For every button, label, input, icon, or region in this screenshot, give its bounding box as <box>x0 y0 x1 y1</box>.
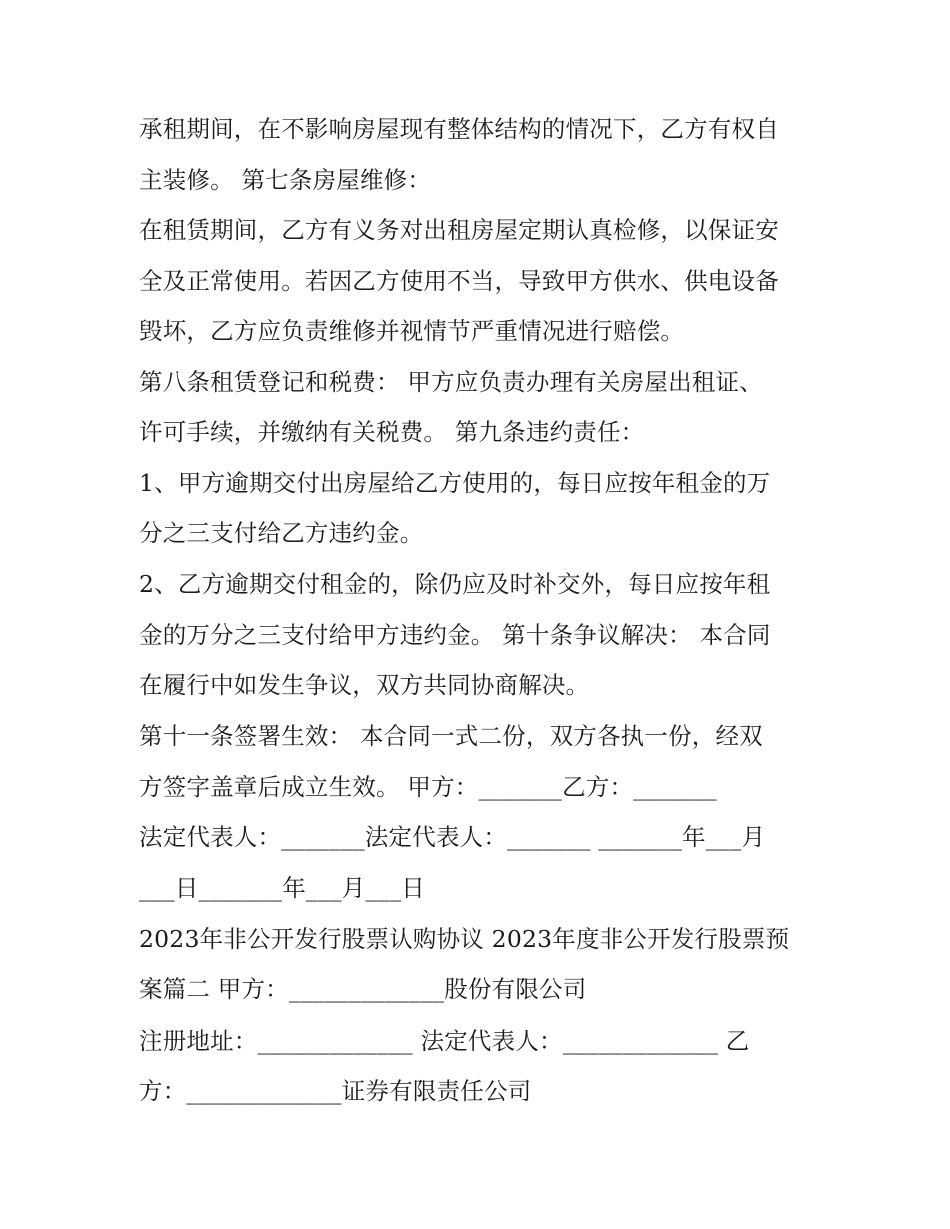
text-line: 1、甲方逾期交付出房屋给乙方使用的，每日应按年租金的万 <box>139 469 771 497</box>
text-line: 方签字盖章后成立生效。 甲方：_______乙方：_______ <box>139 773 717 801</box>
text-line: 在租赁期间，乙方有义务对出租房屋定期认真检修，以保证安 <box>139 216 779 244</box>
text-line: 在履行中如发生争议，双方共同协商解决。 <box>139 671 590 699</box>
text-line: 金的万分之三支付给甲方违约金。 第十条争议解决： 本合同 <box>139 621 771 649</box>
text-line: 注册地址：_____________ 法定代表人：_____________ 乙 <box>139 1027 750 1055</box>
text-line: 法定代表人：_______法定代表人：_______ _______年___月 <box>139 823 766 851</box>
text-line: 第十一条签署生效： 本合同一式二份，双方各执一份，经双 <box>139 722 763 750</box>
text-line: 方：_____________证券有限责任公司 <box>139 1077 532 1105</box>
text-line: 2、乙方逾期交付租金的，除仍应及时补交外，每日应按年租 <box>139 570 771 598</box>
text-line: 案篇二 甲方：_____________股份有限公司 <box>139 975 587 1003</box>
text-line: 分之三支付给乙方违约金。 <box>139 519 424 547</box>
text-line: 许可手续，并缴纳有关税费。 第九条违约责任： <box>139 418 645 446</box>
text-line: 第八条租赁登记和税费： 甲方应负责办理有关房屋出租证、 <box>139 368 763 396</box>
text-line: 全及正常使用。若因乙方使用不当，导致甲方供水、供电设备 <box>139 267 779 295</box>
text-line: ___日_______年___月___日 <box>139 874 425 902</box>
text-line: 主装修。 第七条房屋维修： <box>139 166 432 194</box>
text-line: 承租期间，在不影响房屋现有整体结构的情况下，乙方有权自 <box>139 115 779 143</box>
text-line: 毁坏，乙方应负责维修并视情节严重情况进行赔偿。 <box>139 317 685 345</box>
text-line: 2023年非公开发行股票认购协议 2023年度非公开发行股票预 <box>139 925 790 953</box>
